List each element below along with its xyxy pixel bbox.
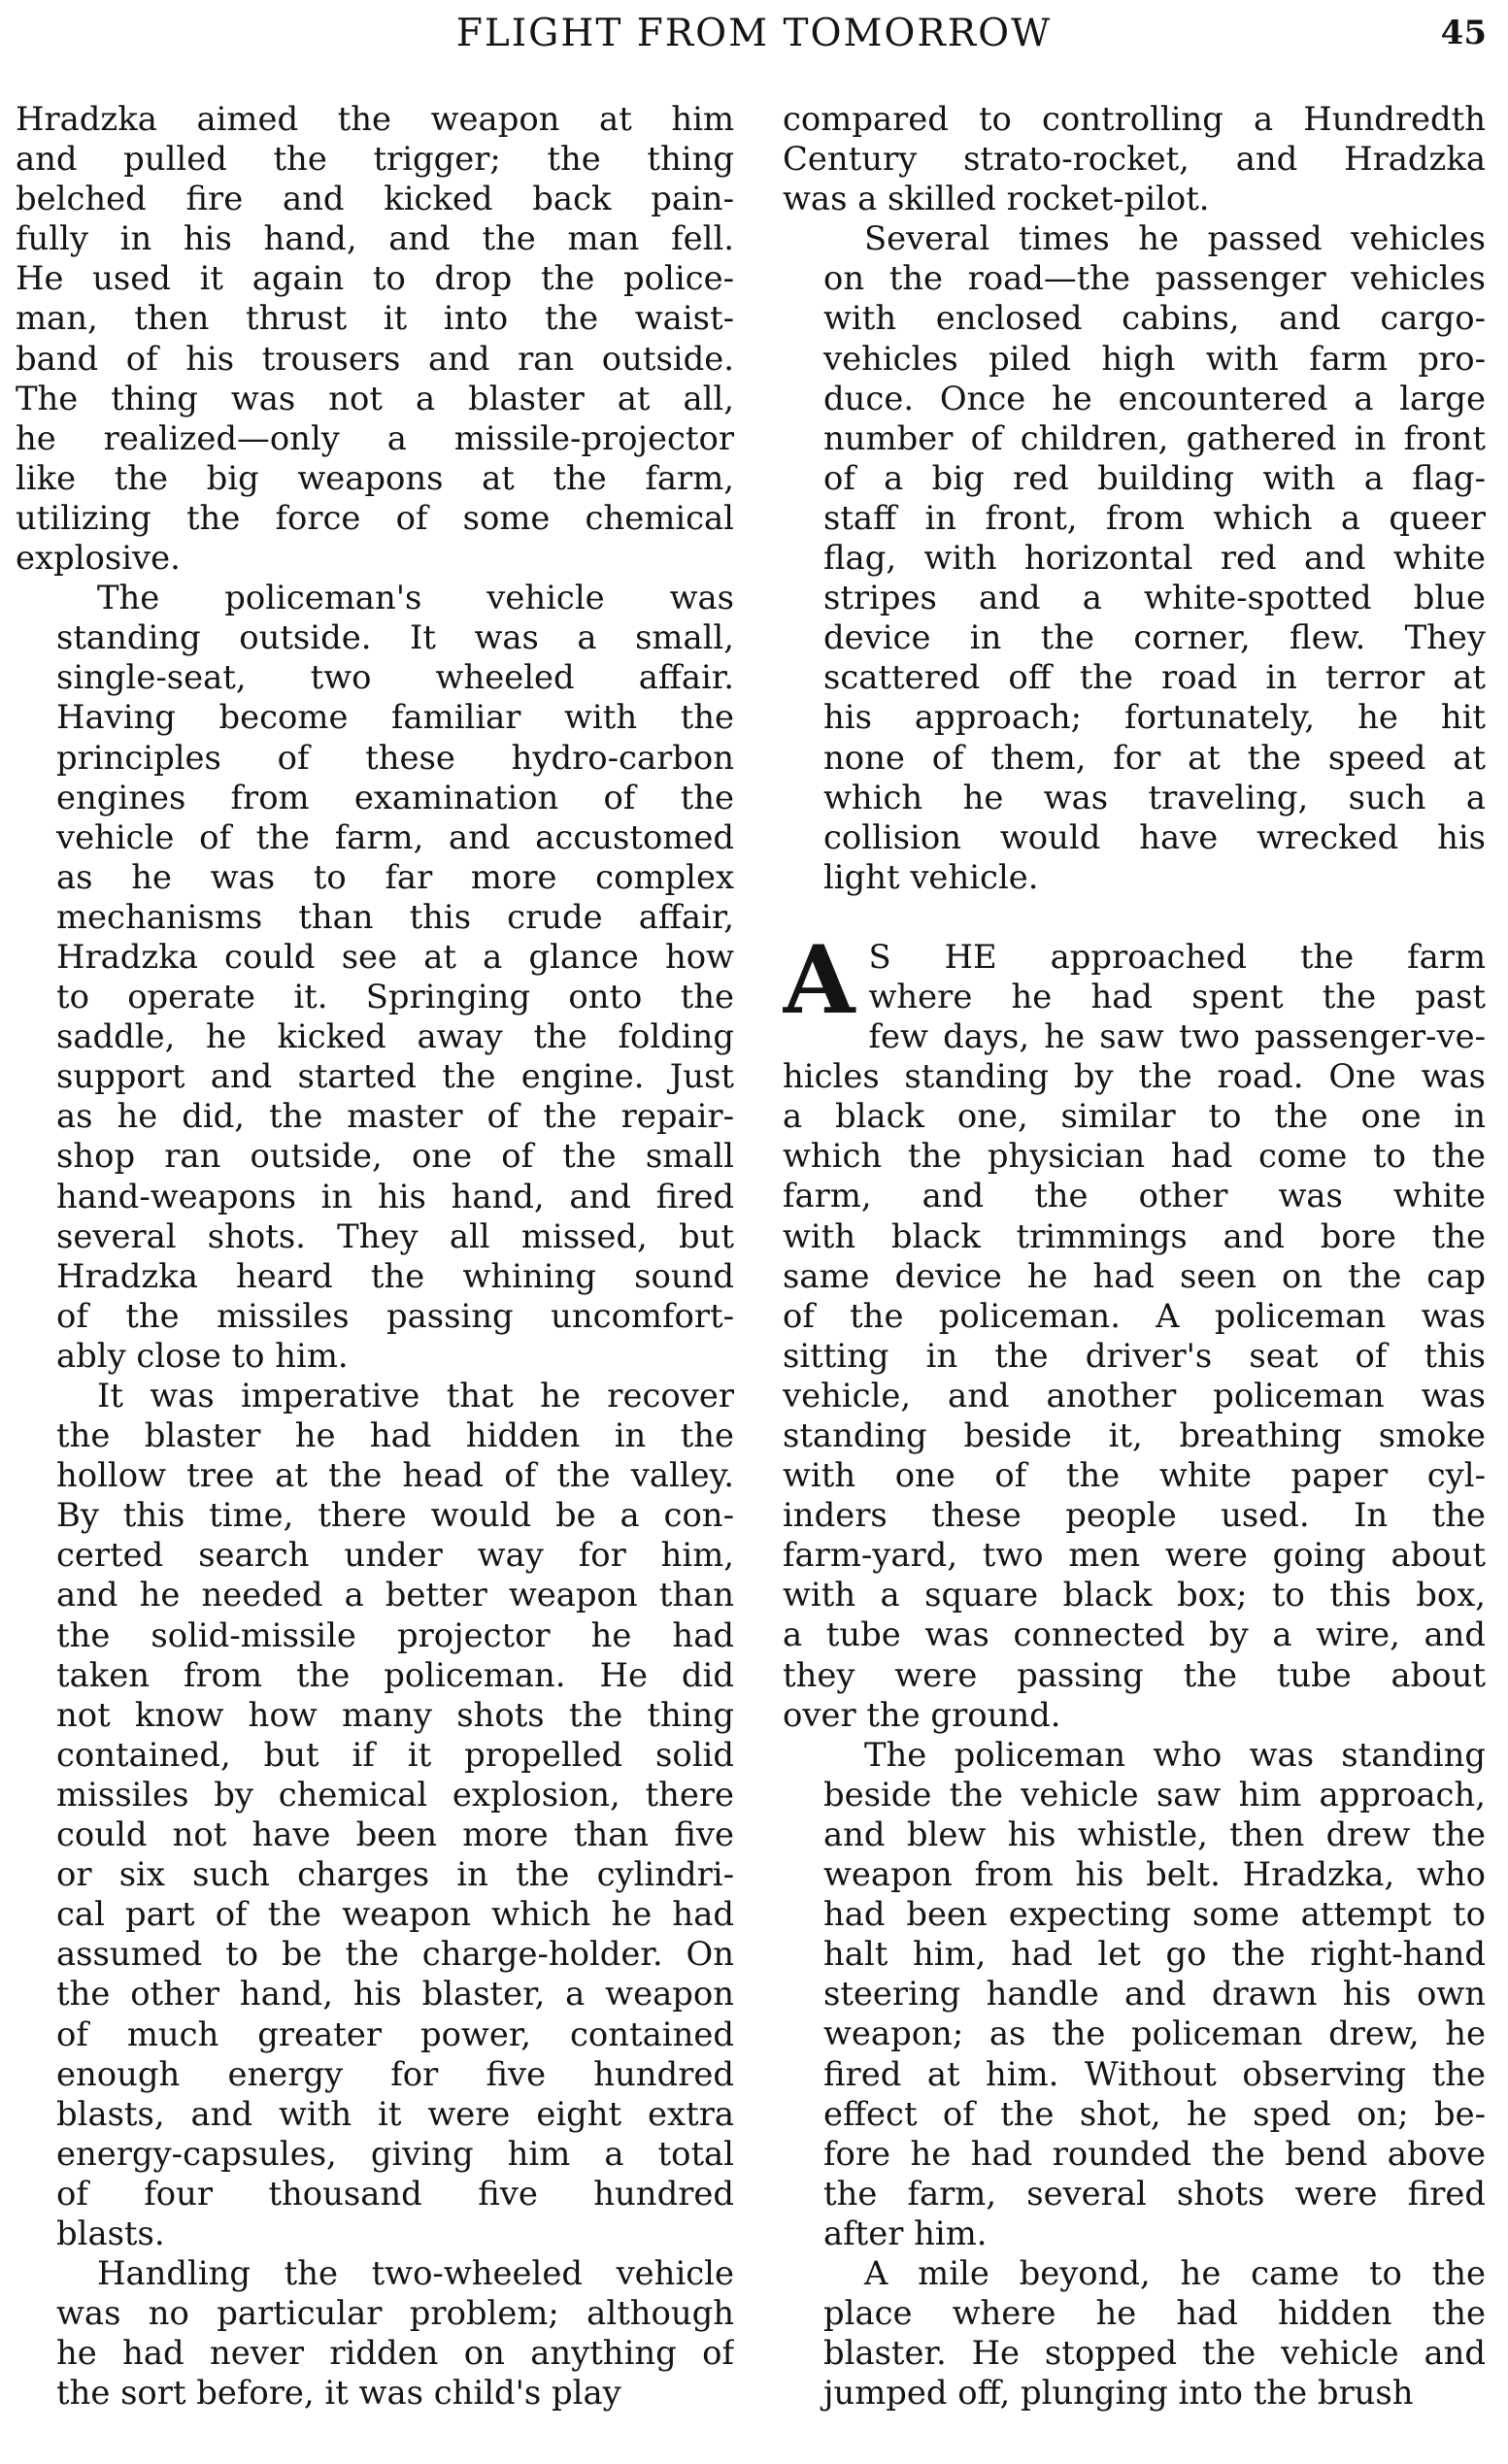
text-line: and he needed a better weapon than xyxy=(56,1576,734,1615)
text-line: with one of the white paper cyl- xyxy=(783,1456,1486,1495)
text-line: fully in his hand, and the man fell. xyxy=(16,219,734,258)
text-line: of the missiles passing uncomfort- xyxy=(56,1296,734,1335)
text-line: staff in front, from which a queer xyxy=(823,498,1486,537)
text-line: or six such charges in the cylindri- xyxy=(56,1855,734,1894)
paragraph xyxy=(783,99,1486,218)
text-line: shop ran outside, one of the small xyxy=(56,1137,734,1176)
text-line: the other hand, his blaster, a weapon xyxy=(56,1975,734,2014)
text-line: which he was traveling, such a xyxy=(823,778,1486,816)
section-opening-rest xyxy=(783,1016,1486,1735)
text-line: saddle, he kicked away the folding xyxy=(56,1017,734,1056)
text-line: vehicles piled high with farm pro- xyxy=(823,339,1486,378)
text-line: halt him, had let go the right-hand xyxy=(823,1935,1486,1974)
text-line: fired at him. Without observing the xyxy=(823,2054,1486,2093)
text-line: support and started the engine. Just xyxy=(56,1057,734,1096)
text-line: S HE approached the farm xyxy=(868,937,1486,976)
drop-cap: A xyxy=(783,924,855,1035)
text-line: farm-yard, two men were going about xyxy=(783,1536,1486,1575)
text-line: beside the vehicle saw him approach, xyxy=(823,1775,1486,1814)
text-line: a tube was connected by a wire, and xyxy=(783,1615,1486,1654)
text-line: vehicle, and another policeman was xyxy=(783,1376,1486,1415)
section-break xyxy=(783,897,1486,937)
paragraph xyxy=(783,2253,1486,2413)
text-line: the farm, several shots were fired xyxy=(823,2174,1486,2213)
text-line: the solid-missile projector he had xyxy=(56,1615,734,1654)
text-line: few days, he saw two passenger-ve- xyxy=(868,1017,1486,1056)
text-line: blasts, and with it were eight extra xyxy=(56,2094,734,2133)
text-line: The policeman's vehicle was xyxy=(97,579,734,617)
text-line: jumped off, plunging into the brush xyxy=(823,2374,1414,2413)
text-line: same device he had seen on the cap xyxy=(783,1256,1486,1295)
text-line: was no particular problem; although xyxy=(56,2294,734,2333)
section-opening-paragraph xyxy=(783,924,1486,1735)
text-line: certed search under way for him, xyxy=(56,1536,734,1575)
text-line: place where he had hidden the xyxy=(823,2294,1486,2333)
text-line: where he had spent the past xyxy=(868,977,1486,1016)
text-line: of four thousand five hundred xyxy=(56,2174,734,2213)
text-line: vehicle of the farm, and accustomed xyxy=(56,817,734,856)
text-line: device in the corner, flew. They xyxy=(823,618,1486,657)
text-line: fore he had rounded the bend above xyxy=(823,2134,1486,2173)
paragraph xyxy=(16,1376,734,2253)
text-line: standing beside it, breathing smoke xyxy=(783,1416,1486,1454)
left-column xyxy=(16,99,734,2454)
paragraph xyxy=(783,218,1486,897)
text-line: A mile beyond, he came to the xyxy=(864,2253,1486,2292)
text-line: mechanisms than this crude affair, xyxy=(56,897,734,936)
right-column-bottom xyxy=(783,1735,1486,2414)
text-line: could not have been more than five xyxy=(56,1815,734,1854)
text-line: of the policeman. A policeman was xyxy=(783,1296,1486,1335)
running-title: FLIGHT FROM TOMORROW xyxy=(455,12,1053,55)
text-line: he realized—only a missile-projector xyxy=(16,418,734,457)
text-line: light vehicle. xyxy=(823,857,1039,896)
text-line: and blew his whistle, then drew the xyxy=(823,1815,1486,1853)
text-line: cal part of the weapon which he had xyxy=(56,1895,734,1934)
text-line: hicles standing by the road. One was xyxy=(783,1057,1486,1096)
text-line: The thing was not a blaster at all, xyxy=(16,379,734,417)
text-line: collision would have wrecked his xyxy=(823,817,1486,856)
right-column-top xyxy=(783,99,1486,897)
text-line: blasts. xyxy=(56,2214,165,2252)
paragraph xyxy=(783,1735,1486,2253)
text-line: with enclosed cabins, and cargo- xyxy=(823,299,1486,338)
text-line: several shots. They all missed, but xyxy=(56,1216,734,1255)
text-line: Hradzka heard the whining sound xyxy=(56,1256,734,1295)
text-line: as he did, the master of the repair- xyxy=(56,1097,734,1136)
text-line: not know how many shots the thing xyxy=(56,1695,734,1734)
text-line: Hradzka could see at a glance how xyxy=(56,937,734,976)
text-line: to operate it. Springing onto the xyxy=(56,978,734,1016)
text-line: sitting in the driver's seat of this xyxy=(783,1336,1486,1375)
text-line: missiles by chemical explosion, there xyxy=(56,1775,734,1814)
text-line: duce. Once he encountered a large xyxy=(823,379,1486,417)
text-line: farm, and the other was white xyxy=(783,1177,1486,1215)
text-line: He used it again to drop the police- xyxy=(16,259,734,298)
text-line: was a skilled rocket-pilot. xyxy=(783,180,1210,218)
text-line: belched fire and kicked back pain- xyxy=(16,180,734,218)
text-line: blaster. He stopped the vehicle and xyxy=(823,2334,1486,2373)
text-line: with a square black box; to this box, xyxy=(783,1576,1486,1615)
text-line: Having become familiar with the xyxy=(56,698,734,737)
text-line: steering handle and drawn his own xyxy=(823,1975,1486,2014)
text-line: weapon; as the policeman drew, he xyxy=(823,2014,1486,2053)
text-line: which the physician had come to the xyxy=(783,1137,1486,1176)
text-line: effect of the shot, he sped on; be- xyxy=(823,2094,1486,2133)
text-line: compared to controlling a Hundredth xyxy=(783,100,1486,138)
text-line: Century strato-rocket, and Hradzka xyxy=(783,140,1486,179)
text-line: like the big weapons at the farm, xyxy=(16,458,734,497)
page-number: 45 xyxy=(1440,14,1487,52)
running-header xyxy=(0,8,1508,62)
text-line: By this time, there would be a con- xyxy=(56,1496,734,1535)
text-line: after him. xyxy=(823,2214,988,2252)
paragraph xyxy=(16,2253,734,2413)
text-line: of much greater power, contained xyxy=(56,2014,734,2053)
text-line: band of his trousers and ran outside. xyxy=(16,339,734,378)
text-line: man, then thrust it into the waist- xyxy=(16,299,734,338)
text-line: he had never ridden on anything of xyxy=(56,2334,734,2373)
text-line: over the ground. xyxy=(783,1695,1061,1734)
text-line: explosive. xyxy=(16,539,181,578)
text-line: hollow tree at the head of the valley. xyxy=(56,1456,734,1495)
text-line: on the road—the passenger vehicles xyxy=(823,259,1486,298)
text-line: standing outside. It was a small, xyxy=(56,618,734,657)
text-line: energy-capsules, giving him a total xyxy=(56,2134,734,2173)
right-column xyxy=(783,99,1486,2454)
text-line: Hradzka aimed the weapon at him xyxy=(16,100,734,138)
text-line: assumed to be the charge-holder. On xyxy=(56,1935,734,1974)
text-line: the blaster he had hidden in the xyxy=(56,1416,734,1455)
text-line: flag, with horizontal red and white xyxy=(823,539,1486,578)
text-line: principles of these hydro-carbon xyxy=(56,738,734,777)
text-line: ably close to him. xyxy=(56,1336,349,1375)
text-line: It was imperative that he recover xyxy=(97,1377,734,1415)
text-line: inders these people used. In the xyxy=(783,1496,1486,1535)
text-line: and pulled the trigger; the thing xyxy=(16,140,734,179)
text-line: a black one, similar to the one in xyxy=(783,1097,1486,1136)
text-line: The policeman who was standing xyxy=(864,1735,1486,1774)
paragraph xyxy=(16,578,734,1376)
text-line: taken from the policeman. He did xyxy=(56,1655,734,1694)
text-line: enough energy for five hundred xyxy=(56,2054,734,2093)
text-line: the sort before, it was child's play xyxy=(56,2374,621,2413)
text-line: they were passing the tube about xyxy=(783,1655,1486,1694)
text-line: contained, but if it propelled solid xyxy=(56,1735,734,1774)
text-line: single-seat, two wheeled affair. xyxy=(56,658,734,697)
text-line: with black trimmings and bore the xyxy=(783,1216,1486,1255)
text-line: hand-weapons in his hand, and fired xyxy=(56,1177,734,1215)
text-line: his approach; fortunately, he hit xyxy=(823,698,1486,737)
text-line: of a big red building with a flag- xyxy=(823,458,1486,497)
text-line: scattered off the road in terror at xyxy=(823,658,1486,697)
paragraph xyxy=(16,99,734,578)
text-line: as he was to far more complex xyxy=(56,857,734,896)
text-line: had been expecting some attempt to xyxy=(823,1895,1486,1934)
text-line: number of children, gathered in front xyxy=(823,418,1486,457)
text-line: weapon from his belt. Hradzka, who xyxy=(823,1855,1486,1894)
text-line: engines from examination of the xyxy=(56,778,734,816)
text-line: Several times he passed vehicles xyxy=(864,219,1486,258)
text-line: Handling the two-wheeled vehicle xyxy=(97,2254,734,2293)
text-line: stripes and a white-spotted blue xyxy=(823,579,1486,617)
text-line: utilizing the force of some chemical xyxy=(16,498,734,537)
text-line: none of them, for at the speed at xyxy=(823,738,1486,777)
